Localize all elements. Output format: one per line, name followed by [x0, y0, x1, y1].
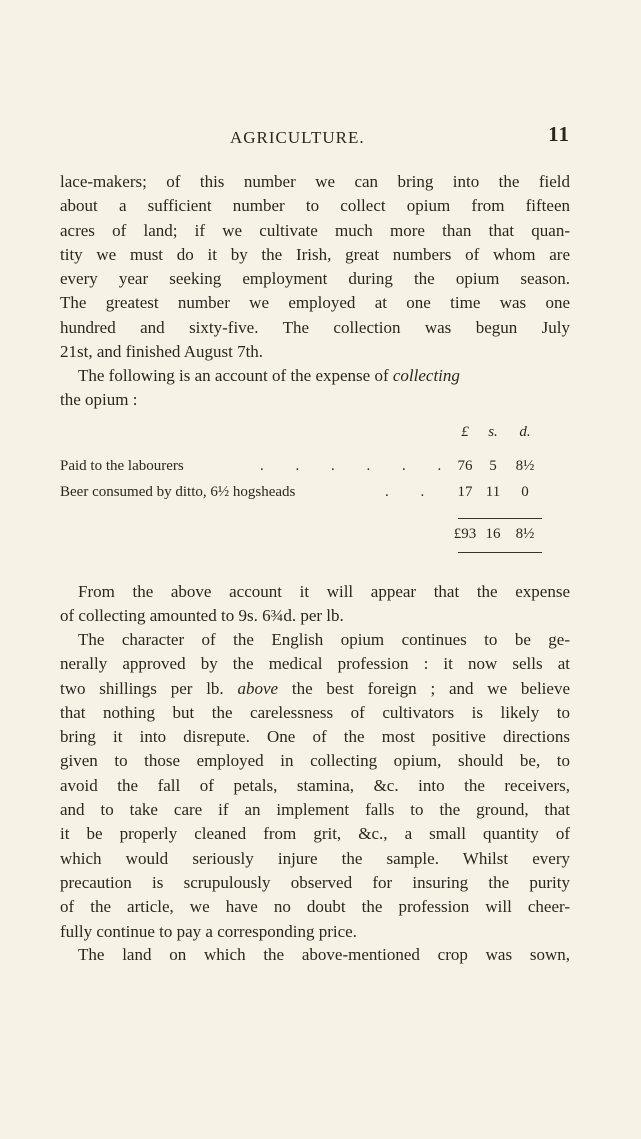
text-line: it be properly cleaned from grit, &c., a small quantity of — [60, 824, 570, 844]
table-row — [60, 484, 570, 506]
total-pence: 8½ — [515, 526, 535, 542]
text-line: The following is an account of the expense of collecting — [78, 366, 460, 385]
text-line: tity we must do it by the Irish, great numbers of whom are — [60, 244, 570, 264]
leader-dots: . . — [385, 484, 439, 500]
leader-dots: . . . . . . — [260, 458, 456, 474]
text-line: The greatest number we employed at one time was one — [60, 293, 570, 313]
text-line: The land on which the above-mentioned crop was sown, — [78, 945, 570, 964]
pounds-cell: 76 — [457, 458, 473, 474]
paragraph-intro — [60, 364, 570, 413]
text-line: given to those employed in collecting opium, should be, to — [60, 751, 570, 771]
text-line: The character of the English opium continues to be ge- — [78, 630, 570, 649]
text-line: precaution is scrupulously observed for insuring the purity — [60, 872, 570, 892]
total-shillings: 16 — [485, 526, 501, 542]
text-line: 21st, and finished August 7th. — [60, 342, 264, 362]
total-pounds: £93 — [453, 526, 477, 542]
table-header — [60, 424, 570, 446]
pounds-cell: 17 — [457, 484, 473, 500]
pounds-header: £ — [461, 424, 469, 440]
text-line: lace-makers; of this number we can bring into the field — [60, 172, 570, 191]
page-number: 11 — [548, 122, 570, 146]
paragraph-character — [60, 628, 570, 944]
text-line: avoid the fall of petals, stamina, &c. into the receivers, — [60, 775, 570, 795]
emphasis-above: above — [237, 678, 279, 698]
paragraph-cost — [60, 580, 570, 629]
text-line: nerally approved by the medical profession : it now sells at — [60, 654, 570, 674]
text-line: that nothing but the carelessness of cultivators is likely to — [60, 702, 570, 722]
text-line: fully continue to pay a corresponding price. — [60, 921, 357, 941]
pence-cell: 0 — [521, 484, 529, 500]
row-label: Beer consumed by ditto, 6½ hogsheads — [60, 484, 296, 500]
pence-cell: 8½ — [515, 458, 535, 474]
emphasis-collecting: collecting — [392, 366, 460, 385]
text-line: hundred and sixty-five. The collection was begun July — [60, 317, 570, 337]
text-line: two shillings per lb. above the best foreign ; and we believe — [60, 678, 570, 698]
row-label: Paid to the labourers — [60, 458, 184, 474]
sum-rule — [458, 518, 542, 519]
double-rule — [458, 552, 542, 553]
total-row — [60, 526, 570, 548]
table-row — [60, 458, 570, 480]
shillings-cell: 11 — [485, 484, 501, 500]
pence-header: d. — [519, 424, 531, 440]
shillings-cell: 5 — [489, 458, 497, 474]
text-line: From the above account it will appear that the expense — [78, 582, 570, 601]
text-line: every year seeking employment during the opium season. — [60, 269, 570, 289]
text-line: of collecting amounted to 9s. 6¾d. per lb. — [60, 606, 344, 626]
text-line: about a sufficient number to collect opium from fifteen — [60, 196, 570, 216]
text-line: bring it into disrepute. One of the most positive directions — [60, 727, 570, 747]
text-line: of the article, we have no doubt the profession will cheer- — [60, 897, 570, 917]
text-line: the opium : — [60, 390, 138, 410]
text-line: which would seriously injure the sample. Whilst every — [60, 848, 570, 868]
text-line: acres of land; if we cultivate much more than that quan- — [60, 220, 570, 240]
shillings-header: s. — [488, 424, 498, 440]
paragraph-land — [60, 943, 570, 967]
running-title: AGRICULTURE. — [230, 128, 365, 147]
paragraph-labour — [60, 170, 570, 364]
page-header — [60, 122, 570, 152]
text-line: and to take care if an implement falls to the ground, that — [60, 800, 570, 820]
